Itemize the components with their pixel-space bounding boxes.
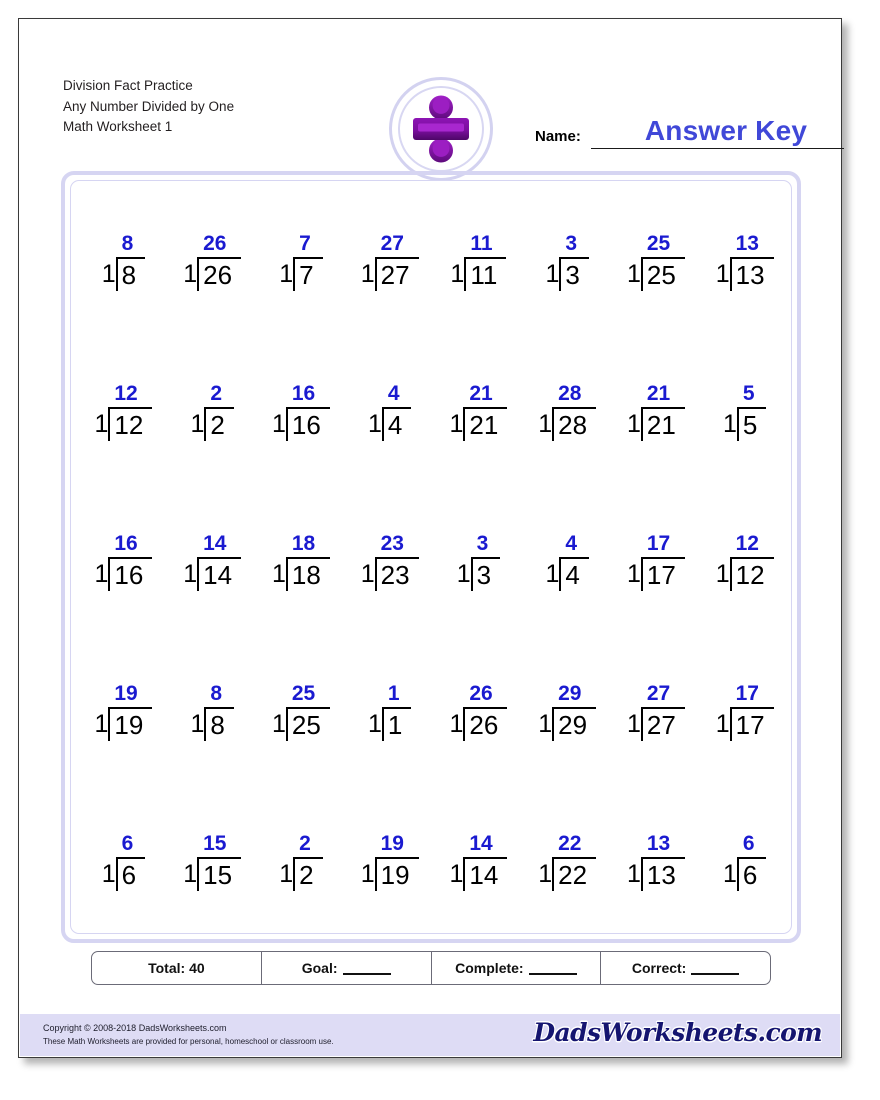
- problem-cell: [700, 515, 789, 591]
- problem-cell: [79, 665, 168, 741]
- problem-cell: [523, 815, 612, 891]
- dividend: 4: [387, 410, 403, 440]
- divisor: 1: [449, 860, 464, 888]
- divisor: 1: [626, 710, 641, 738]
- problem-row: [79, 815, 789, 891]
- dividend: 2: [299, 860, 314, 890]
- quotient-answer[interactable]: 6: [742, 832, 755, 855]
- dividend: 12: [735, 560, 765, 590]
- division-bracket: [108, 682, 152, 741]
- quotient-answer[interactable]: 25: [646, 232, 671, 255]
- problem-cell: [700, 665, 789, 741]
- division-bracket: [471, 532, 500, 591]
- problem-row: [79, 215, 789, 291]
- division-problem: [79, 832, 168, 891]
- problem-cell: [168, 365, 257, 441]
- division-bracket: [375, 532, 419, 591]
- quotient-answer[interactable]: 21: [469, 382, 493, 405]
- quotient-answer[interactable]: 27: [380, 232, 404, 255]
- quotient-answer[interactable]: 1: [387, 682, 400, 705]
- problems-grid: [79, 215, 789, 955]
- divisor: 1: [271, 560, 286, 588]
- score-complete-blank[interactable]: [529, 962, 577, 975]
- dividend: 2: [210, 410, 225, 440]
- division-problem: [612, 682, 701, 741]
- division-bracket: [559, 532, 588, 591]
- score-complete-label: Complete:: [455, 960, 524, 976]
- divisor: 1: [626, 860, 641, 888]
- problem-cell: [345, 215, 434, 291]
- dividend: 29: [558, 710, 588, 740]
- division-problem: [257, 682, 346, 741]
- dividend: 28: [558, 410, 588, 440]
- divisor: 1: [183, 560, 198, 588]
- score-goal-blank[interactable]: [343, 962, 391, 975]
- problem-cell: [612, 215, 701, 291]
- division-problem: [257, 832, 346, 891]
- problem-cell: [523, 215, 612, 291]
- dividend: 5: [742, 410, 758, 440]
- quotient-answer[interactable]: 19: [114, 682, 138, 705]
- division-bracket: [286, 382, 330, 441]
- dividend: 27: [380, 260, 410, 290]
- score-correct-blank[interactable]: [691, 962, 739, 975]
- divisor: 1: [271, 410, 286, 438]
- problem-cell: [700, 815, 789, 891]
- dividend: 7: [299, 260, 314, 290]
- division-problem: [345, 232, 434, 291]
- dividend: 8: [121, 260, 137, 290]
- division-bracket: [293, 832, 322, 891]
- dividend: 21: [469, 410, 499, 440]
- problem-cell: [257, 515, 346, 591]
- division-problem: [523, 682, 612, 741]
- worksheet-header: [19, 19, 841, 169]
- division-bracket: [293, 232, 322, 291]
- division-problem: [79, 682, 168, 741]
- problem-cell: [79, 215, 168, 291]
- dividend: 4: [565, 560, 580, 590]
- divisor: 1: [715, 260, 730, 288]
- division-symbol-logo: [389, 77, 493, 181]
- quotient-answer[interactable]: 8: [210, 682, 223, 705]
- quotient-answer[interactable]: 22: [558, 832, 582, 855]
- score-complete[interactable]: [432, 952, 602, 984]
- dividend: 19: [114, 710, 144, 740]
- division-problem: [345, 682, 434, 741]
- dividend: 27: [646, 710, 676, 740]
- dividend: 21: [646, 410, 676, 440]
- problem-cell: [79, 365, 168, 441]
- problem-cell: [79, 515, 168, 591]
- division-problem: [79, 232, 168, 291]
- quotient-answer[interactable]: 14: [469, 832, 493, 855]
- division-bracket: [730, 532, 774, 591]
- division-problem: [523, 382, 612, 441]
- quotient-answer[interactable]: 25: [291, 682, 316, 705]
- name-underline: [591, 148, 844, 149]
- division-bracket: [108, 532, 152, 591]
- quotient-answer[interactable]: 23: [380, 532, 404, 555]
- quotient-answer[interactable]: 17: [646, 532, 671, 555]
- problem-cell: [434, 365, 523, 441]
- name-field-row: [535, 115, 815, 155]
- division-bracket: [375, 832, 419, 891]
- quotient-answer[interactable]: 15: [203, 832, 227, 855]
- score-box: [91, 951, 771, 985]
- problem-cell: [168, 215, 257, 291]
- division-bracket: [464, 232, 506, 291]
- division-problem: [700, 832, 789, 891]
- division-bracket: [552, 382, 596, 441]
- division-problem: [523, 832, 612, 891]
- division-bracket: [197, 232, 241, 291]
- division-bracket: [552, 682, 596, 741]
- problem-cell: [168, 815, 257, 891]
- division-bracket: [108, 382, 152, 441]
- division-problem: [612, 232, 701, 291]
- division-bracket: [197, 832, 241, 891]
- quotient-answer[interactable]: 16: [114, 532, 138, 555]
- copyright-line-1: Copyright © 2008-2018 DadsWorksheets.com: [43, 1023, 227, 1033]
- quotient-answer[interactable]: 16: [291, 382, 316, 405]
- division-bracket: [641, 382, 685, 441]
- division-bracket: [116, 832, 145, 891]
- divisor: 1: [715, 710, 730, 738]
- dividend: 8: [210, 710, 225, 740]
- problem-cell: [612, 665, 701, 741]
- division-bracket: [286, 682, 330, 741]
- quotient-answer[interactable]: 21: [646, 382, 671, 405]
- quotient-answer[interactable]: 12: [735, 532, 759, 555]
- division-bracket: [204, 382, 233, 441]
- division-bracket: [737, 382, 766, 441]
- divisor: 1: [545, 260, 560, 288]
- divisor: 1: [538, 410, 553, 438]
- worksheet-title-block: [63, 76, 234, 138]
- division-bracket: [382, 382, 411, 441]
- name-label: Name:: [535, 128, 581, 145]
- division-problem: [700, 682, 789, 741]
- quotient-answer[interactable]: 6: [121, 832, 134, 855]
- quotient-answer[interactable]: 3: [476, 532, 489, 555]
- score-correct-label: Correct:: [631, 960, 687, 976]
- divisor: 1: [367, 410, 382, 438]
- dividend: 1: [387, 710, 403, 740]
- problem-cell: [345, 515, 434, 591]
- quotient-answer[interactable]: 18: [291, 532, 316, 555]
- quotient-answer[interactable]: 13: [735, 232, 759, 255]
- dividend: 16: [291, 410, 321, 440]
- problem-cell: [523, 665, 612, 741]
- divisor: 1: [722, 860, 737, 888]
- divisor: 1: [279, 860, 294, 888]
- division-bracket: [641, 232, 685, 291]
- problem-cell: [345, 665, 434, 741]
- divisor: 1: [715, 560, 730, 588]
- division-bracket: [375, 232, 419, 291]
- divisor: 1: [538, 710, 553, 738]
- problem-cell: [612, 815, 701, 891]
- divisor: 1: [190, 410, 205, 438]
- divisor: 1: [279, 260, 294, 288]
- division-problem: [612, 532, 701, 591]
- dividend: 16: [114, 560, 144, 590]
- dividend: 3: [565, 260, 580, 290]
- division-bracket: [463, 832, 507, 891]
- problem-cell: [168, 665, 257, 741]
- dividend: 14: [469, 860, 499, 890]
- divisor: 1: [101, 860, 116, 888]
- divisor: 1: [360, 860, 375, 888]
- divisor: 1: [271, 710, 286, 738]
- divisor: 1: [722, 410, 737, 438]
- divisor: 1: [545, 560, 560, 588]
- division-problem: [257, 232, 346, 291]
- dividend: 13: [646, 860, 676, 890]
- dividend: 22: [558, 860, 588, 890]
- dividend: 15: [203, 860, 233, 890]
- quotient-answer[interactable]: 5: [742, 382, 755, 405]
- dividend: 25: [291, 710, 321, 740]
- name-value[interactable]: Answer Key: [644, 115, 808, 146]
- dividend: 17: [735, 710, 765, 740]
- division-bracket: [382, 682, 411, 741]
- dadsworksheets-wordmark: DadsWorksheets.com: [533, 1018, 822, 1047]
- division-symbol-icon: [410, 95, 472, 163]
- division-bracket: [552, 832, 596, 891]
- divisor: 1: [94, 410, 109, 438]
- division-problem: [168, 682, 257, 741]
- divisor: 1: [190, 710, 205, 738]
- title-line-3: Math Worksheet 1: [63, 119, 173, 134]
- quotient-answer[interactable]: 29: [558, 682, 582, 705]
- division-problem: [523, 232, 612, 291]
- worksheet-page: [18, 18, 842, 1058]
- division-bracket: [116, 232, 145, 291]
- score-total: [92, 952, 262, 984]
- title-line-1: Division Fact Practice: [63, 78, 193, 93]
- division-problem: [612, 832, 701, 891]
- dividend: 6: [742, 860, 758, 890]
- division-problem: [168, 232, 257, 291]
- division-problem: [434, 532, 523, 591]
- dividend: 3: [476, 560, 492, 590]
- division-bracket: [730, 232, 774, 291]
- problem-cell: [612, 365, 701, 441]
- division-problem: [434, 382, 523, 441]
- division-bracket: [641, 832, 685, 891]
- division-problem: [168, 532, 257, 591]
- divisor: 1: [626, 560, 641, 588]
- dividend: 26: [469, 710, 499, 740]
- problem-row: [79, 365, 789, 441]
- problem-cell: [257, 815, 346, 891]
- dividend: 6: [121, 860, 137, 890]
- division-problem: [612, 382, 701, 441]
- divisor: 1: [449, 410, 464, 438]
- divisor: 1: [538, 860, 553, 888]
- problem-cell: [257, 365, 346, 441]
- divisor: 1: [456, 560, 471, 588]
- division-bracket: [641, 682, 685, 741]
- divisor: 1: [94, 710, 109, 738]
- divisor: 1: [360, 560, 375, 588]
- problem-row: [79, 665, 789, 741]
- division-problem: [434, 832, 523, 891]
- dividend: 26: [203, 260, 233, 290]
- divisor: 1: [450, 260, 465, 288]
- division-problem: [345, 532, 434, 591]
- divisor: 1: [101, 260, 116, 288]
- division-problem: [257, 382, 346, 441]
- division-problem: [168, 832, 257, 891]
- division-bracket: [463, 682, 507, 741]
- quotient-answer[interactable]: 11: [470, 232, 493, 255]
- quotient-answer[interactable]: 27: [646, 682, 671, 705]
- dividend: 25: [646, 260, 676, 290]
- problem-cell: [523, 365, 612, 441]
- division-problem: [700, 532, 789, 591]
- divisor: 1: [360, 260, 375, 288]
- dividend: 18: [291, 560, 321, 590]
- dividend: 23: [380, 560, 410, 590]
- dividend: 12: [114, 410, 144, 440]
- quotient-answer[interactable]: 26: [469, 682, 493, 705]
- quotient-answer[interactable]: 2: [299, 832, 311, 855]
- division-bracket: [204, 682, 233, 741]
- problem-cell: [700, 365, 789, 441]
- quotient-answer[interactable]: 14: [203, 532, 227, 555]
- problem-cell: [434, 665, 523, 741]
- division-bracket: [286, 532, 330, 591]
- copyright-line-2: These Math Worksheets are provided for personal, homeschool or classroom use.: [43, 1037, 334, 1046]
- division-problem: [434, 232, 523, 291]
- problem-cell: [345, 815, 434, 891]
- division-problem: [257, 532, 346, 591]
- division-bracket: [197, 532, 241, 591]
- problem-cell: [257, 665, 346, 741]
- quotient-answer[interactable]: 17: [735, 682, 759, 705]
- quotient-answer[interactable]: 26: [203, 232, 227, 255]
- division-bracket: [737, 832, 766, 891]
- division-problem: [700, 232, 789, 291]
- copyright-block: [43, 1021, 334, 1049]
- division-bracket: [559, 232, 588, 291]
- division-problem: [434, 682, 523, 741]
- problem-cell: [434, 515, 523, 591]
- divisor: 1: [183, 860, 198, 888]
- dividend: 19: [380, 860, 410, 890]
- title-line-2: Any Number Divided by One: [63, 98, 235, 114]
- divisor: 1: [626, 260, 641, 288]
- divisor: 1: [94, 560, 109, 588]
- division-bracket: [641, 532, 685, 591]
- quotient-answer[interactable]: 2: [210, 382, 223, 405]
- division-problem: [79, 532, 168, 591]
- division-problem: [345, 832, 434, 891]
- divisor: 1: [367, 710, 382, 738]
- divisor: 1: [449, 710, 464, 738]
- quotient-answer[interactable]: 19: [380, 832, 404, 855]
- divisor: 1: [626, 410, 641, 438]
- problem-row: [79, 515, 789, 591]
- divisor: 1: [183, 260, 198, 288]
- dividend: 11: [470, 260, 498, 290]
- quotient-answer[interactable]: 12: [114, 382, 138, 405]
- problem-cell: [523, 515, 612, 591]
- division-problem: [700, 382, 789, 441]
- problem-cell: [700, 215, 789, 291]
- quotient-answer[interactable]: 28: [558, 382, 582, 405]
- quotient-answer[interactable]: 7: [299, 232, 311, 255]
- page-footer: [20, 1014, 840, 1056]
- division-bracket: [463, 382, 507, 441]
- problem-cell: [434, 815, 523, 891]
- problem-cell: [434, 215, 523, 291]
- problem-cell: [612, 515, 701, 591]
- dividend: 13: [735, 260, 765, 290]
- division-bracket: [730, 682, 774, 741]
- dividend: 17: [646, 560, 676, 590]
- division-problem: [79, 382, 168, 441]
- score-total-label: Total: 40: [148, 960, 205, 976]
- quotient-answer[interactable]: 3: [565, 232, 578, 255]
- quotient-answer[interactable]: 13: [646, 832, 671, 855]
- score-goal[interactable]: [262, 952, 432, 984]
- problem-cell: [345, 365, 434, 441]
- problem-cell: [257, 215, 346, 291]
- problem-cell: [79, 815, 168, 891]
- division-problem: [523, 532, 612, 591]
- division-problem: [345, 382, 434, 441]
- division-problem: [168, 382, 257, 441]
- quotient-answer[interactable]: 4: [565, 532, 578, 555]
- quotient-answer[interactable]: 8: [121, 232, 134, 255]
- score-goal-label: Goal:: [301, 960, 338, 976]
- dividend: 14: [203, 560, 233, 590]
- quotient-answer[interactable]: 4: [387, 382, 400, 405]
- score-correct[interactable]: [601, 952, 770, 984]
- problem-cell: [168, 515, 257, 591]
